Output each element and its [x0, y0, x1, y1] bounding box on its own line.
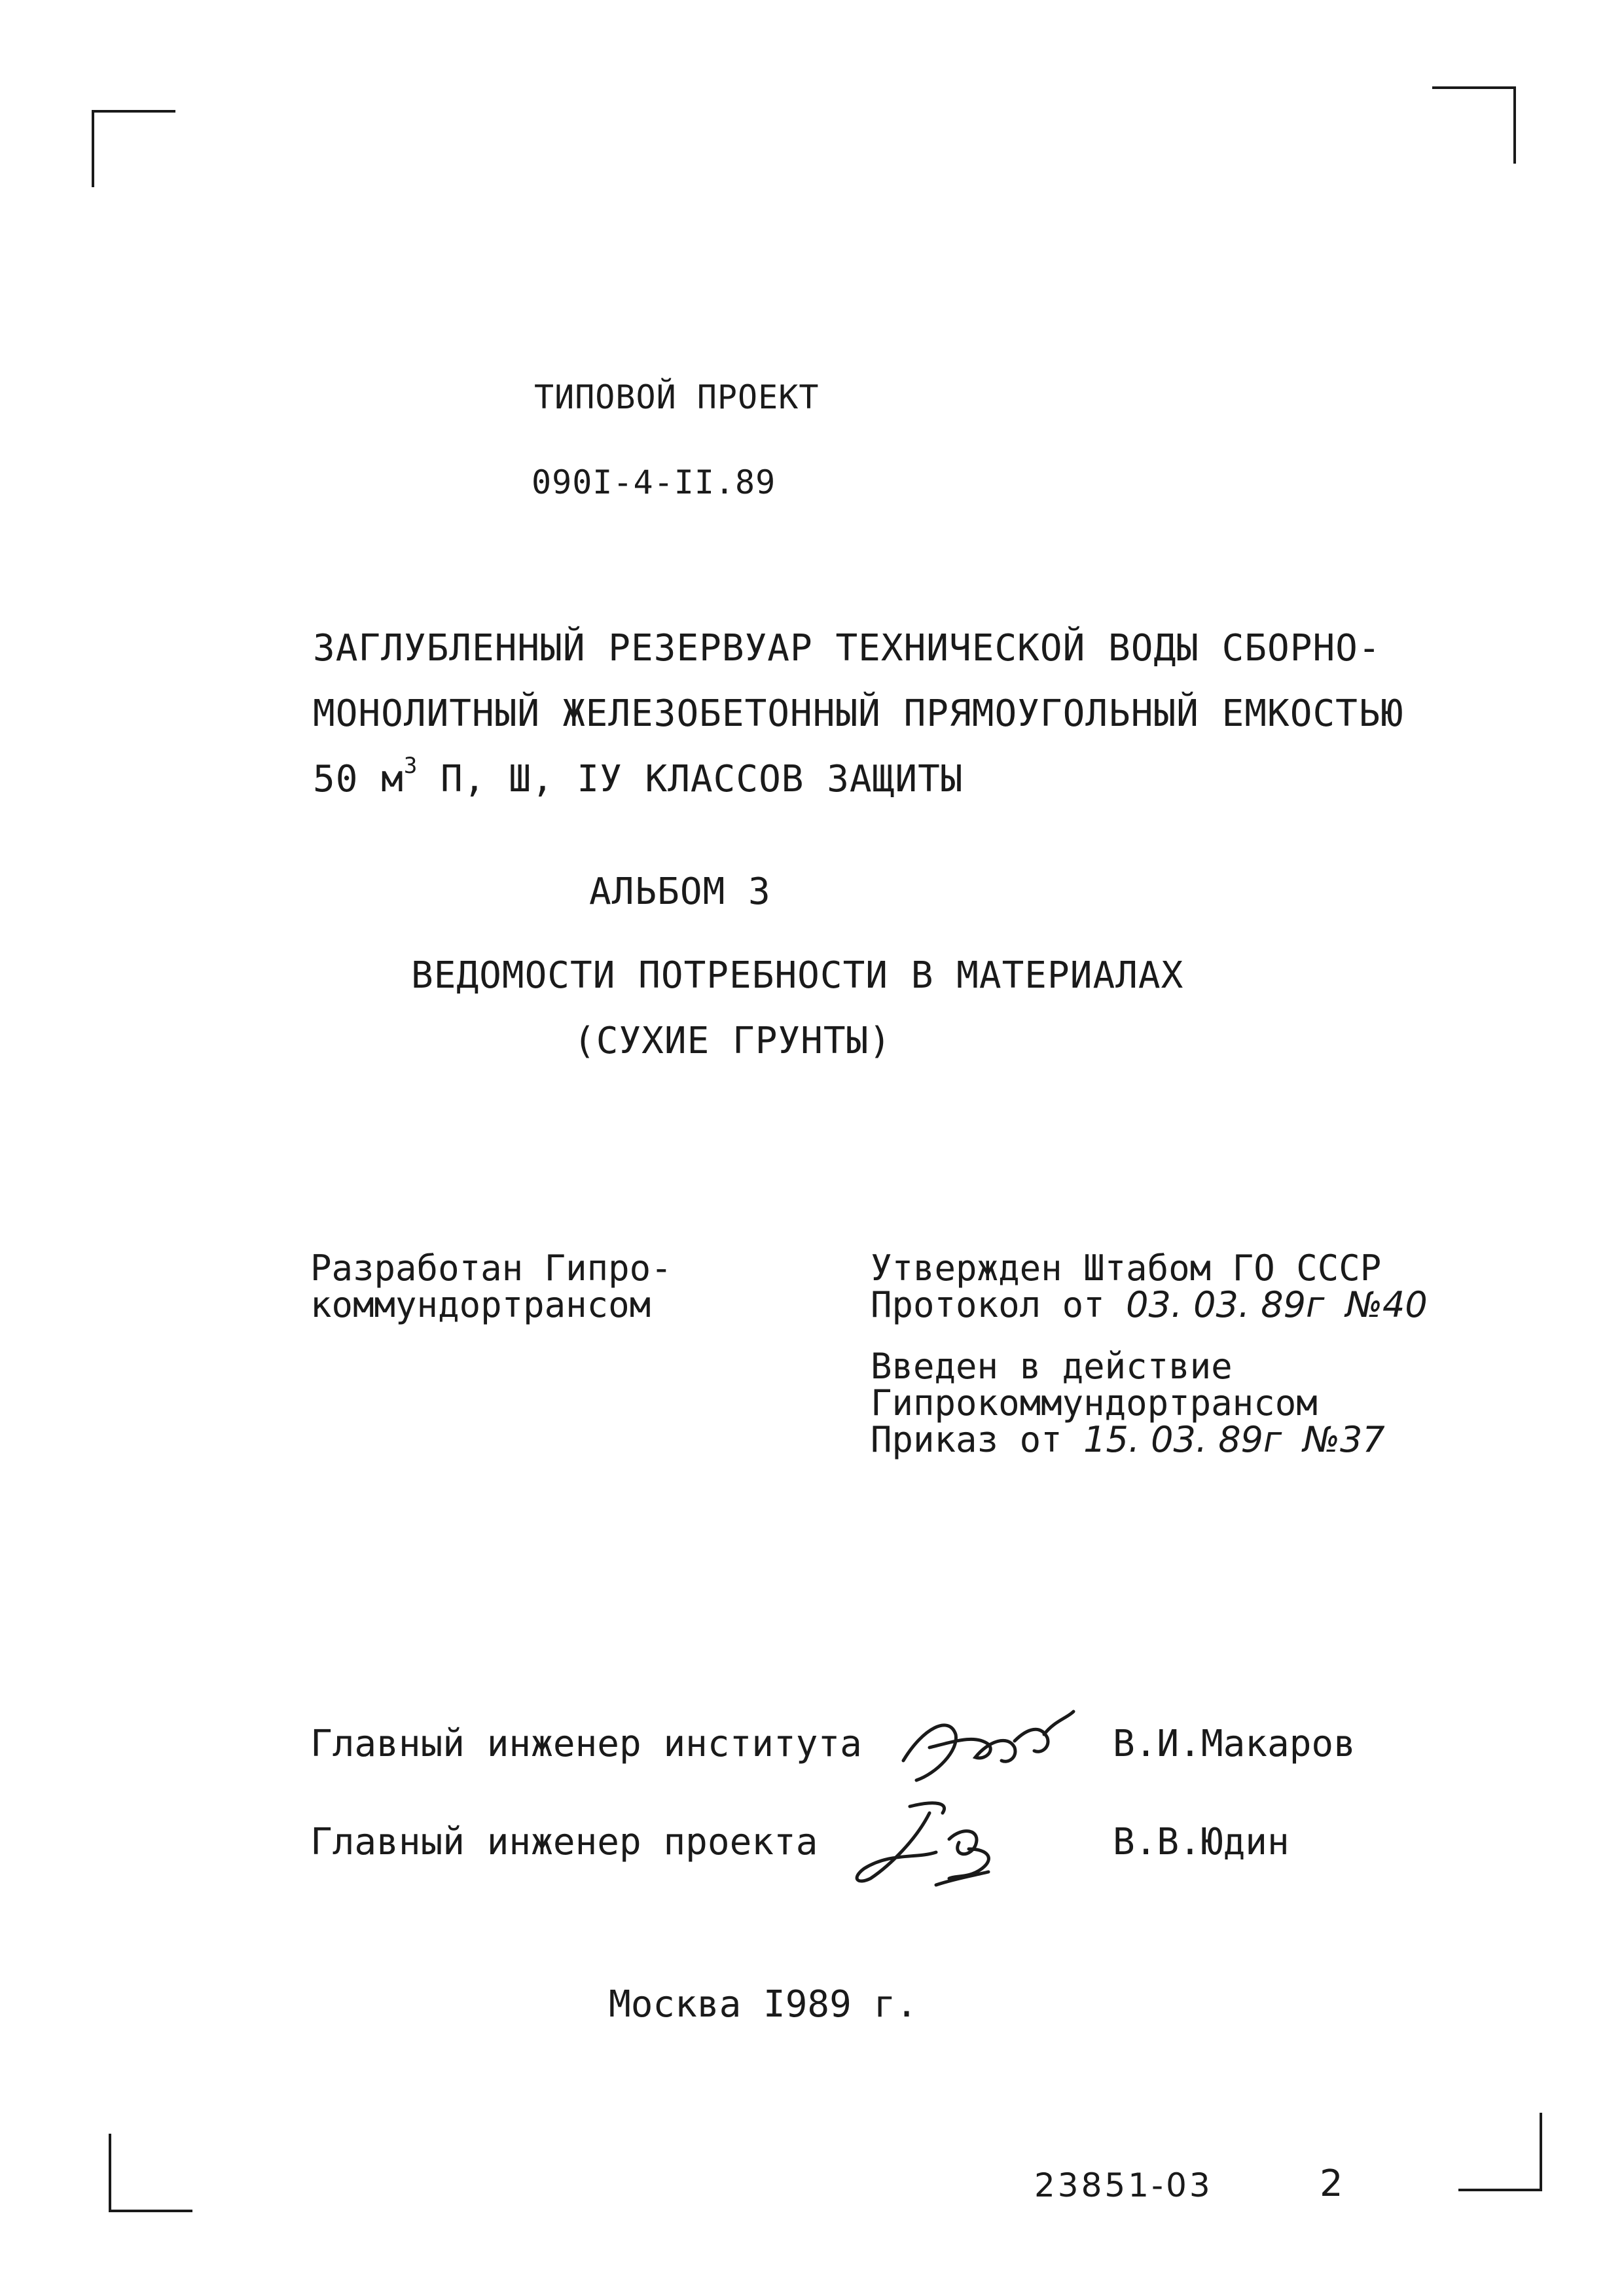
protection-classes: П, Ш, IУ КЛАССОВ ЗАЩИТЫ	[418, 758, 964, 800]
title-line-2: МОНОЛИТНЫЙ ЖЕЛЕЗОБЕТОННЫЙ ПРЯМОУГОЛЬНЫЙ ЕМКОСТЬЮ	[313, 692, 1404, 735]
title-line-1: ЗАГЛУБЛЕННЫЙ РЕЗЕРВУАР ТЕХНИЧЕСКОЙ ВОДЫ СБОРНО-	[313, 627, 1381, 670]
order-number-label: №	[1303, 1419, 1340, 1460]
album-label: АЛЬБОМ 3	[589, 870, 771, 913]
title-line-3	[313, 753, 964, 800]
handwritten-signature-1	[877, 1689, 1087, 1793]
city-year: Москва I989 г.	[609, 1983, 918, 2026]
page-number: 2	[1320, 2162, 1343, 2205]
protocol-date: 03. 03. 89г	[1126, 1284, 1325, 1325]
developer-block	[310, 1247, 672, 1325]
order-date: 15. 03. 89г	[1083, 1419, 1282, 1460]
project-code: 090I-4-II.89	[532, 463, 776, 501]
capacity-value: 50 м	[313, 758, 404, 800]
approval-line-2: Протокол от 03. 03. 89г №40	[871, 1284, 1428, 1325]
album-subtitle-2: (СУХИЕ ГРУНТЫ)	[573, 1020, 892, 1062]
capacity-unit-exponent: 3	[403, 753, 418, 779]
developer-line-2: коммундортрансом	[310, 1284, 651, 1325]
enactment-block	[871, 1348, 1385, 1458]
protocol-number-label: №	[1345, 1284, 1382, 1325]
developer-line-1: Разработан Гипро-	[310, 1247, 672, 1289]
document-number: 23851-03	[1034, 2166, 1213, 2204]
approval-line-1: Утвержден Штабом ГО СССР	[871, 1247, 1382, 1289]
signature-role-1: Главный инженер института	[310, 1723, 862, 1765]
approval-block	[871, 1247, 1428, 1325]
signer-name-2: В.В.Юдин	[1113, 1821, 1290, 1863]
enactment-line-3: Приказ от 15. 03. 89г №37	[871, 1419, 1385, 1460]
enactment-line-1: Введен в действие	[871, 1346, 1233, 1387]
signature-role-2: Главный инженер проекта	[310, 1821, 818, 1863]
enactment-line-2: Гипрокоммундортрансом	[871, 1382, 1318, 1424]
protocol-number: 40	[1382, 1284, 1428, 1325]
signer-name-1: В.И.Макаров	[1113, 1723, 1356, 1765]
order-number: 37	[1339, 1419, 1385, 1460]
album-subtitle: ВЕДОМОСТИ ПОТРЕБНОСТИ В МАТЕРИАЛАХ	[411, 954, 1184, 997]
handwritten-signature-2	[838, 1787, 1034, 1905]
document-type: ТИПОВОЙ ПРОЕКТ	[534, 378, 820, 416]
